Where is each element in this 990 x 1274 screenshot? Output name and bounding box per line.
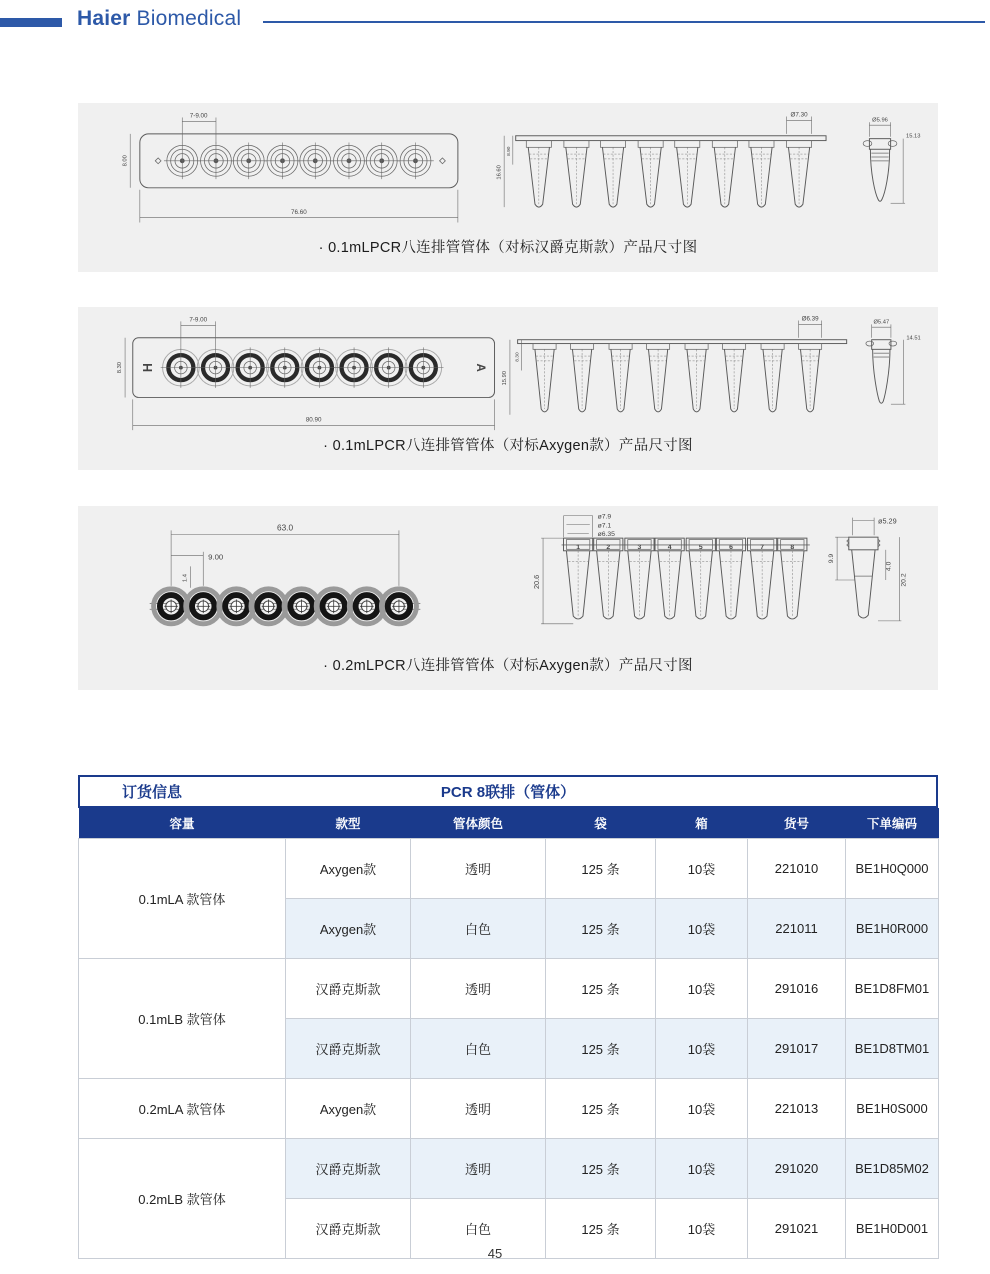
style-cell: 汉爵克斯款 xyxy=(286,1199,411,1259)
item-no-cell: 221011 xyxy=(748,899,846,959)
box-cell: 10袋 xyxy=(656,839,748,899)
tube-number: 1 xyxy=(576,543,580,551)
side-view-drawing xyxy=(502,315,847,414)
technical-drawing-01ml-hjks xyxy=(78,103,938,236)
end-mark-left: H xyxy=(141,363,156,373)
order-code-cell: BE1H0S000 xyxy=(846,1079,939,1139)
item-no-cell: 291020 xyxy=(748,1139,846,1199)
color-cell: 透明 xyxy=(411,1139,546,1199)
dim-dia1: ø7.9 xyxy=(597,513,612,521)
panel-caption: · 0.1mLPCR八连排管管体（对标Axygen款）产品尺寸图 xyxy=(323,438,693,454)
order-code-cell: BE1H0D001 xyxy=(846,1199,939,1259)
dim-pitch: 7-9.00 xyxy=(189,316,208,324)
dim-single-diameter: ø5.29 xyxy=(878,516,897,526)
style-cell: 汉爵克斯款 xyxy=(286,959,411,1019)
box-cell: 10袋 xyxy=(656,959,748,1019)
dim-height: 8.30 xyxy=(117,361,124,374)
box-cell: 10袋 xyxy=(656,899,748,959)
color-cell: 透明 xyxy=(411,839,546,899)
tube-number: 7 xyxy=(760,543,765,551)
bag-cell: 125 条 xyxy=(546,1019,656,1079)
tube-number: 5 xyxy=(698,543,703,551)
col-style: 款型 xyxy=(286,808,411,839)
dim-side-height: 15.90 xyxy=(502,370,509,386)
order-info-label: 订货信息 xyxy=(122,784,183,801)
page-number: 45 xyxy=(487,1246,503,1261)
box-cell: 10袋 xyxy=(656,1079,748,1139)
item-no-cell: 291017 xyxy=(748,1019,846,1079)
tube-number: 3 xyxy=(637,543,642,551)
dim-length: 63.0 xyxy=(276,523,294,533)
tube-number: 2 xyxy=(606,543,611,551)
technical-drawing-01ml-axygen xyxy=(78,307,938,434)
dim-side-height2: 8.90 xyxy=(506,146,512,156)
dim-height: 8.00 xyxy=(122,155,129,167)
dim-single-height: 14.51 xyxy=(906,335,921,342)
top-view-drawing xyxy=(117,316,494,430)
dim-side-height: 20.6 xyxy=(532,574,542,590)
dim-single-diameter: Ø5.96 xyxy=(872,117,888,124)
col-color: 管体颜色 xyxy=(411,808,546,839)
panel-caption: · 0.2mLPCR八连排管管体（对标Axygen款）产品尺寸图 xyxy=(323,658,693,674)
order-table-section xyxy=(78,775,938,1259)
single-tube-drawing xyxy=(866,319,921,404)
col-capacity: 容量 xyxy=(79,808,286,839)
brand-logo-biomedical: Biomedical xyxy=(136,7,242,30)
dim-side-height: 16.60 xyxy=(496,165,503,180)
dim-dia3: ø6.35 xyxy=(597,531,615,539)
bag-cell: 125 条 xyxy=(546,1199,656,1259)
box-cell: 10袋 xyxy=(656,1019,748,1079)
dim-tube-diameter: Ø7.30 xyxy=(790,111,808,119)
order-code-cell: BE1D8FM01 xyxy=(846,959,939,1019)
style-cell: 汉爵克斯款 xyxy=(286,1019,411,1079)
dim-pitch: 7-9.00 xyxy=(189,112,208,120)
dim-dia2: ø7.1 xyxy=(597,522,612,530)
capacity-cell: 0.2mLB 款管体 xyxy=(79,1139,286,1259)
tube-number: 4 xyxy=(667,543,672,551)
dim-pitch: 9.00 xyxy=(208,552,224,562)
color-cell: 白色 xyxy=(411,1019,546,1079)
capacity-cell: 0.2mLA 款管体 xyxy=(79,1079,286,1139)
tube-number: 6 xyxy=(729,543,733,551)
col-bag: 袋 xyxy=(546,808,656,839)
bag-cell: 125 条 xyxy=(546,839,656,899)
dim-single-h1: 9.9 xyxy=(828,553,836,564)
order-code-cell: BE1H0R000 xyxy=(846,899,939,959)
col-box: 箱 xyxy=(656,808,748,839)
order-code-cell: BE1D8TM01 xyxy=(846,1019,939,1079)
side-view-drawing xyxy=(496,111,826,207)
order-code-cell: BE1D85M02 xyxy=(846,1139,939,1199)
dim-single-h3: 20.2 xyxy=(900,573,908,587)
order-table xyxy=(78,808,939,1259)
box-cell: 10袋 xyxy=(656,1199,748,1259)
tube-number: 8 xyxy=(790,543,795,551)
style-cell: Axygen款 xyxy=(286,839,411,899)
bag-cell: 125 条 xyxy=(546,1079,656,1139)
single-tube-drawing xyxy=(863,117,920,203)
dim-side-height2: 8.30 xyxy=(515,352,521,362)
technical-drawing-02ml-axygen xyxy=(78,506,938,654)
bag-cell: 125 条 xyxy=(546,1139,656,1199)
style-cell: Axygen款 xyxy=(286,1079,411,1139)
panel-caption: · 0.1mLPCR八连排管管体（对标汉爵克斯款）产品尺寸图 xyxy=(318,240,698,256)
col-item-no: 货号 xyxy=(748,808,846,839)
col-order-code: 下单编码 xyxy=(846,808,939,839)
dim-single-diameter: Ø5.47 xyxy=(873,319,890,326)
drawing-panel-01ml-hjks xyxy=(78,103,938,272)
dim-single-height: 15.13 xyxy=(906,133,921,140)
style-cell: Axygen款 xyxy=(286,899,411,959)
dim-length: 80.90 xyxy=(305,416,322,424)
single-tube-drawing xyxy=(828,517,907,621)
style-cell: 汉爵克斯款 xyxy=(286,1139,411,1199)
brand-logo xyxy=(77,7,241,31)
item-no-cell: 221013 xyxy=(748,1079,846,1139)
item-no-cell: 291016 xyxy=(748,959,846,1019)
drawing-panel-01ml-axygen xyxy=(78,307,938,470)
dim-length: 76.60 xyxy=(291,208,307,216)
top-view-drawing xyxy=(150,523,421,623)
table-row xyxy=(79,959,939,1019)
dim-single-h2: 4.0 xyxy=(885,561,893,572)
order-code-cell: BE1H0Q000 xyxy=(846,839,939,899)
drawing-panel-02ml-axygen xyxy=(78,506,938,690)
order-table-title-row xyxy=(78,775,938,808)
brand-logo-haier: Haier xyxy=(77,7,131,30)
end-mark-right: A xyxy=(474,363,487,372)
color-cell: 白色 xyxy=(411,1199,546,1259)
brand-accent-bar xyxy=(0,18,62,27)
table-row xyxy=(79,839,939,899)
color-cell: 透明 xyxy=(411,1079,546,1139)
column-header-row xyxy=(79,808,939,839)
item-no-cell: 291021 xyxy=(748,1199,846,1259)
top-view-drawing xyxy=(122,112,458,222)
box-cell: 10袋 xyxy=(656,1139,748,1199)
capacity-cell: 0.1mLB 款管体 xyxy=(79,959,286,1079)
color-cell: 白色 xyxy=(411,899,546,959)
dim-tube-diameter: Ø6.39 xyxy=(801,315,819,323)
item-no-cell: 221010 xyxy=(748,839,846,899)
color-cell: 透明 xyxy=(411,959,546,1019)
capacity-cell: 0.1mLA 款管体 xyxy=(79,839,286,959)
header-rule xyxy=(263,21,985,23)
dim-offset: 1.4 xyxy=(182,573,189,583)
bag-cell: 125 条 xyxy=(546,899,656,959)
table-row xyxy=(79,1139,939,1199)
bag-cell: 125 条 xyxy=(546,959,656,1019)
table-title: PCR 8联排（管体） xyxy=(440,784,576,801)
side-view-drawing xyxy=(532,514,810,624)
table-row xyxy=(79,1079,939,1139)
